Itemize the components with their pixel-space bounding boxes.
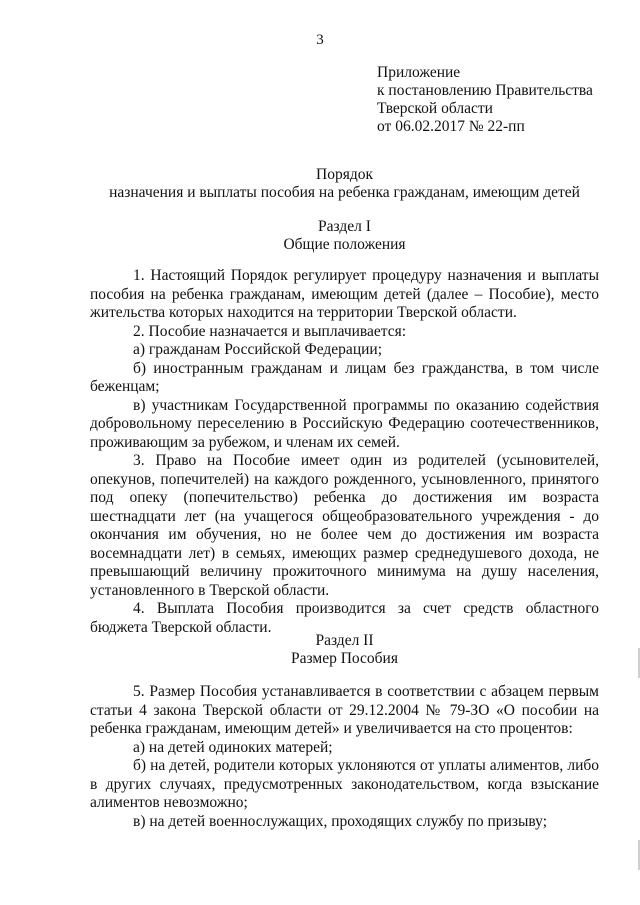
section-2-body <box>90 683 599 831</box>
title-line: назначения и выплаты пособия на ребенка гражданам, имеющим детей <box>109 184 580 201</box>
section-1-heading <box>90 218 599 254</box>
paragraph: 5. Размер Пособия устанавливается в соответствии с абзацем первым статьи 4 закона Тверской области от 29.12.2004 № 79-ЗО «О пособии на ребенка гражданам, имеющим детей» и увеличивается на сто процентов: <box>90 683 599 737</box>
section-number: Раздел II <box>315 632 374 649</box>
paragraph: б) иностранным гражданам и лицам без гражданства, в том числе беженцам; <box>90 359 599 395</box>
appendix-line: Приложение <box>377 64 461 81</box>
paragraph: 3. Право на Пособие имеет один из родителей (усыновителей, опекунов, попечителей) на каждого рожденного, усыновленного, принятого под опеку (попечительство) ребенка до достижения им возраста шестнадцати лет (на учащегося общеобразовательного учреждения - до окончания им обучения, но не более чем до достижения им возраста восемнадцати лет) в семьях, имеющих размер среднедушевого дохода, не превышающий величину прожиточного минимума на душу населения, установленного в Тверской области. <box>90 452 599 599</box>
document-title <box>90 166 599 202</box>
paragraph: б) на детей, родители которых уклоняются от уплаты алиментов, либо в других случаях, предусмотренных законодательством, когда взыскание алиментов невозможно; <box>90 757 599 811</box>
section-number: Раздел I <box>318 218 371 235</box>
appendix-line: от 06.02.2017 № 22-пп <box>377 118 525 135</box>
paragraph: 4. Выплата Пособия производится за счет средств областного бюджета Тверской области. <box>90 600 599 636</box>
paragraph: в) на детей военнослужащих, проходящих службу по призыву; <box>133 812 547 830</box>
section-title: Размер Пособия <box>291 650 398 667</box>
page-number: 3 <box>316 32 324 48</box>
appendix-line: к постановлению Правительства <box>377 82 593 99</box>
title-line: Порядок <box>316 166 373 183</box>
section-title: Общие положения <box>283 236 406 253</box>
paragraph: 1. Настоящий Порядок регулирует процедуру назначения и выплаты пособия на ребенка гражданам, имеющим детей (далее – Пособие), место жительства которых находится на территории Тверской области. <box>90 267 599 321</box>
paragraph: а) на детей одиноких матерей; <box>133 738 333 756</box>
paragraph: а) гражданам Российской Федерации; <box>133 341 383 358</box>
appendix-header <box>377 64 593 136</box>
paragraph: 2. Пособие назначается и выплачивается: <box>133 322 407 340</box>
section-1-body <box>90 267 599 637</box>
paragraph: в) участникам Государственной программы по оказанию содействия добровольному переселению в Российскую Федерацию соотечественников, проживающим за рубежом, и членам их семей. <box>90 396 599 451</box>
appendix-line: Тверской области <box>377 100 493 117</box>
section-2-heading <box>90 632 599 668</box>
